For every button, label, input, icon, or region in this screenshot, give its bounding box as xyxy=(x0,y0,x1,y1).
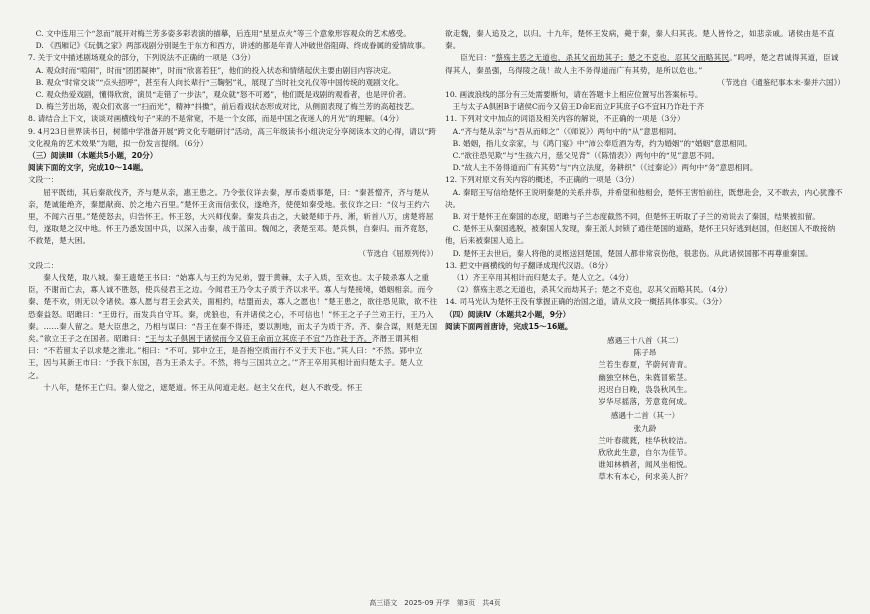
q7-option-d: D. 梅兰芳出场，观众们欢喜一“扫而光”，精神“抖擞”，前后看戏状态形成对比，从侧面表现了梅兰芳的高超技艺。 xyxy=(35,102,419,112)
poem-1-line: 迟迟白日晚，袅袅秋风生。 xyxy=(598,384,692,394)
q6-option-c: C. 文中连用三个“忽而”展开对梅兰芳多姿多彩表演的描摹，后连用“星星点火”等三个意象形容观众的艺术感受。 xyxy=(35,29,411,38)
underlined-translation-sentence: 蔡殇主恶之无道也，杀其父而劫其子；楚之不克也，忍其父而略其民 xyxy=(495,53,730,63)
poem-2-title: 感遇十二首（其一） xyxy=(610,411,680,421)
comment-intro: 臣光曰：“ xyxy=(460,53,496,63)
q13-part-1: （1）齐王卒用其相计而归楚太子。楚人立之。（4分） xyxy=(452,273,634,283)
section-3-heading: （三）阅读Ⅲ（本题共5小题，20分） xyxy=(28,151,158,161)
passage-2-source: （节选自《通鉴纪事本末·秦并六国》） xyxy=(717,77,845,87)
right-column xyxy=(445,28,845,484)
section-4-instruction: 阅读下面两首唐诗，完成15～16题。 xyxy=(445,321,573,331)
page-footer: 高三语文 2025-09 开学 第3页 共4页 xyxy=(369,599,501,607)
comment-rest: 。”呜呼，楚之君诚得其道，臣诚得其人，秦虽强，乌得陵之哉！故人主不务得道而广有其势，是所以危也。” xyxy=(445,53,839,75)
poem-1-title: 感遇三十八首（其二） xyxy=(607,336,683,346)
q11-option-d: D.“故人主不务得道而广有其势”与“内立法度，务耕织”（《过秦论》）两句中“务”意思相同。 xyxy=(452,163,758,173)
question-8: 8. 请结合上下文，谈谈对画横线句子“来的不是常宽，不是一个女郎，而是中国之夜迷人的月光”的理解。（4分） xyxy=(28,114,404,124)
q12-option-c: C. 楚怀王从秦国逃脱，被秦国人发现，秦王派人封锁了通往楚国的道路，楚怀王只好逃到赵国，但赵国人不敢接纳他，后来被秦国人追上。 xyxy=(445,224,836,246)
section-3-instruction: 阅读下面的文字，完成10～14题。 xyxy=(28,163,148,173)
passage-1-text: 屈平既绌，其后秦欲伐齐，齐与楚从亲，惠王患之。乃令张仪详去秦，厚币委质事楚，曰：“秦甚憎齐，齐与楚从亲，楚诚能绝齐，秦愿献商、於之地六百里。”楚怀王贪而信张仪，遂绝齐，使使如秦受地。张仪诈之曰：“仪与王约六里，不闻六百里。”楚使怒去，归告怀王。怀王怒，大兴师伐秦。秦发兵击之，大破楚师于丹、淅，斩首八万，虏楚将屈匄，遂取楚之汉中地。怀王乃悉发国中兵，以深入击秦，战于蓝田。魏闻之，袭楚至邓。楚兵惧，自秦归。而齐竟怒，不救楚，楚大困。 xyxy=(28,187,434,246)
poem-1-line: 兰若生春夏，芊蔚何青青。 xyxy=(598,360,692,370)
passage-1-label: 文段一： xyxy=(28,175,59,185)
poem-2-author: 张九龄 xyxy=(633,423,657,433)
wavy-underlined-sentence: “王与太子俱困于诸侯而今又倍王命而立其庶子不宜”乃诈赴于齐。 xyxy=(145,334,372,344)
question-12: 12. 下列对原文有关内容的概述，不正确的一项是（3分） xyxy=(445,175,639,185)
q6-option-d: D. 《西厢记》《玩偶之家》两部戏剧分别诞生于东方和西方，讲述的都是年青人冲破世俗阻碍、终成眷属的爱情故事。 xyxy=(35,41,430,51)
q7-option-c: C. 观众热爱戏剧，懂得欣赏，演员“走错了一步法”，观众就“怒不可遏”，他们既是戏剧的观看者，也是评价者。 xyxy=(35,90,411,100)
q7-option-a: A. 观众时而“喧闹”，时而“团团凝神”，时而“欣喜若狂”，他们的投入状态和情绪起伏主要由剧目内容决定。 xyxy=(35,65,396,75)
poem-2-line: 欣欣此生意，自尔为佳节。 xyxy=(598,447,692,457)
question-7: 7. 关于文中描述剧场观众的部分，下列说法不正确的一项是（3分） xyxy=(28,53,256,63)
question-9: 9. 4月23日世界读书日，树德中学准备开展“跨文化专题研讨”活动，高三年级读书小组决定分享阅读本文的心得，请以“跨文化视角的艺术效果”为题，拟一份发言提纲。（6分） xyxy=(28,126,436,148)
passage-2-part-1: 秦人伐楚，取八城。秦王遗楚王书曰：“始寡人与王约为兄弟，盟于黄棘，太子入质，至欢也。太子陵杀寡人之重臣，不谢而亡去，寡人诚不胜怒，使兵侵君王之边。今闻君王乃令太子质于齐以求平。寡人与楚接境，婚姻相亲。而今秦、楚不欢，则无以令诸侯。寡人愿与君王会武关，面相约，结盟而去，寡人之愿也！”楚王患之，欲往恐见欺，欲不往恐秦益怒。昭雎曰：“王毋行，而发兵自守耳。秦，虎狼也，有并诸侯之心，不可信也！”怀王之子子兰劝王行，王乃入秦。……秦人留之。楚大臣患之，乃相与谋曰：“吾王在秦不得还，要以割地，而太子为质于齐。齐、秦合谋，则楚无国矣。”欲立王子之在国者。昭雎曰： xyxy=(28,273,438,344)
passage-2-text-cont: 十八年，楚怀王亡归。秦人觉之，遮楚道。怀王从间道走赵。赵主父在代，赵人不敢受。怀王 xyxy=(43,382,363,392)
q12-option-b: B. 对于楚怀王在秦国的态度，昭雎与子兰态度截然不同，但楚怀王听取了子兰的劝说去了秦国，结果被扣留。 xyxy=(452,212,820,222)
passage-1-source: （节选自《屈原列传》） xyxy=(358,248,438,258)
q10-sentence: 王与太子A俱困B于诸侯C而今又倍王D命E而立F其庶子G不宜H乃诈赴于齐 xyxy=(452,102,705,112)
poem-2-line: 兰叶春葳蕤，桂华秋皎洁。 xyxy=(598,435,692,445)
left-column xyxy=(28,28,438,394)
passage-2-continuation: 欲走魏，秦人追及之，以归。十九年，楚怀王发病，薨于秦，秦人归其丧。楚人皆怜之，如悲亲戚。诸侯由是不直秦。 xyxy=(445,29,835,51)
q11-option-b: B. 婚姻，指儿女亲家，与《鸿门宴》中“沛公奉卮酒为寿，约为婚姻”的“婚姻”意思相同。 xyxy=(452,138,752,148)
question-13: 13. 把文中画横线的句子翻译成现代汉语。（8分） xyxy=(445,260,613,270)
poem-2-line: 草木有本心，何求美人折？ xyxy=(598,472,692,482)
poem-1-line: 幽独空林色，朱蕤冒紫茎。 xyxy=(598,372,692,382)
q11-option-a: A.“齐与楚从亲”与“吾从而师之”（《师说》）两句中的“从”意思相同。 xyxy=(452,126,682,136)
question-11: 11. 下列对文中加点的词语及相关内容的解说，不正确的一项是（3分） xyxy=(445,114,685,124)
section-4-heading: （四）阅读Ⅳ（本题共2小题，9分） xyxy=(445,309,571,319)
passage-2-label: 文段二： xyxy=(28,260,59,270)
question-10: 10. 画波浪线的部分有三处需要断句，请在答题卡上相应位置写出答案标号。 xyxy=(445,90,703,100)
sima-guang-comment xyxy=(445,52,845,76)
passage-2-text xyxy=(28,272,438,382)
poem-2-line: 谁知林栖者，闻风坐相悦。 xyxy=(598,460,692,470)
q11-option-c: C.“欲往恐见欺”与“生孩六月，慈父见背”（《陈情表》）两句中的“见”意思不同。 xyxy=(452,151,720,161)
q7-option-b: B. 观众“时常交谈”“点头招呼”，甚至有人向长辈行“三鞠躬”礼，展现了当时社交礼仪等中国传统的观剧文化。 xyxy=(35,77,404,87)
poem-1-line: 岁华尽摇落，芳意竟何成。 xyxy=(598,397,692,407)
q12-option-d: D. 楚怀王去世后，秦人将他的灵柩送回楚国，楚国人都非常哀伤他，很悲伤。从此诸侯国都不再尊重秦国。 xyxy=(452,248,813,258)
passage-2-part-2: 齐湣王谓其相曰：“不若留太子以求楚之淮北。”相曰：“不可。郢中立王，是吾抱空质而行不义于天下也。”其人曰：“不然。郢中立王，因与其新王市曰：‘予我下东国，吾为王杀太子。不然，将与三国共立之。’”齐王卒用其相计而归楚太子。楚人立之。 xyxy=(28,334,424,380)
q13-part-2: （2）蔡殇主恶之无道也，杀其父而劫其子；楚之不克也，忍其父而略其民。（4分） xyxy=(452,285,732,295)
q12-option-a: A. 秦昭王写信给楚怀王说明秦楚的关系并恭，并希望和他相会，楚怀王害怕前往，既想赴会，又不敢去，内心犹豫不决。 xyxy=(445,187,843,209)
question-14: 14. 司马光认为楚怀王没有掌握正确的治国之道，请从文段一概括具体事实。（3分） xyxy=(445,297,727,307)
poem-1-author: 陈子昂 xyxy=(633,348,657,358)
